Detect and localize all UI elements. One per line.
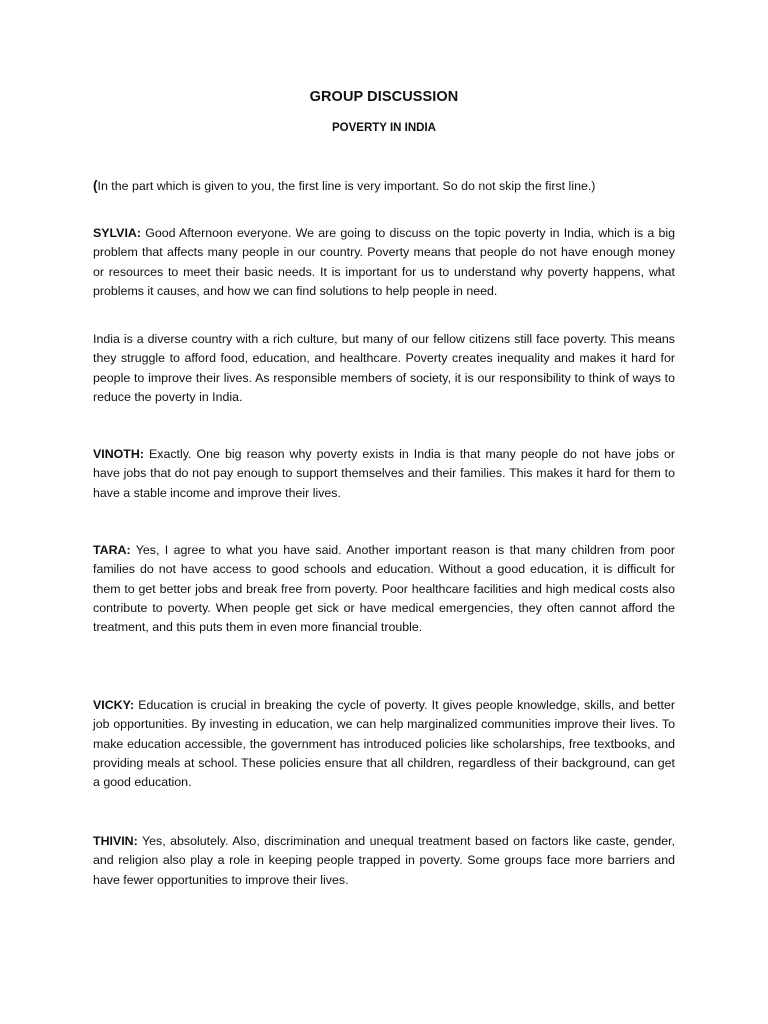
speaker-label: VINOTH: xyxy=(93,447,144,461)
paragraph-text: India is a diverse country with a rich culture, but many of our fellow citizens still face poverty. This means they struggle to afford food, education, and healthcare. Poverty creates inequality and makes it hard for people to improve their lives. As responsible members of society, it is our responsibility to think of ways to reduce the poverty in India. xyxy=(93,332,675,404)
paragraph-vinoth xyxy=(93,445,675,503)
paragraph-vicky xyxy=(93,696,675,792)
instruction-note xyxy=(93,178,675,193)
paragraph-text: Exactly. One big reason why poverty exists in India is that many people do not have jobs or have jobs that do not pay enough to support themselves and their families. This makes it hard for them to have a stable income and improve their lives. xyxy=(93,447,675,500)
document-title: GROUP DISCUSSION xyxy=(309,89,459,105)
paragraph-text: Yes, I agree to what you have said. Another important reason is that many children from poor families do not have access to good schools and education. Without a good education, it is difficult for them to get better jobs and break free from poverty. Poor healthcare facilities and high medical costs also contribute to poverty. When people get sick or have medical emergencies, they often cannot afford the treatment, and this puts them in even more financial trouble. xyxy=(93,543,675,635)
paragraph-sylvia-continued xyxy=(93,330,675,407)
paragraph-text: Yes, absolutely. Also, discrimination and unequal treatment based on factors like caste, gender, and religion also play a role in keeping people trapped in poverty. Some groups face more barriers and have fewer opportunities to improve their lives. xyxy=(93,834,675,887)
paragraph-thivin xyxy=(93,832,675,890)
note-text: In the part which is given to you, the first line is very important. So do not skip the first line.) xyxy=(97,179,596,193)
paragraph-text: Education is crucial in breaking the cycle of poverty. It gives people knowledge, skills, and better job opportunities. By investing in education, we can help marginalized communities improve their lives. To make education accessible, the government has introduced policies like scholarships, free textbooks, and providing meals at school. These policies ensure that all children, regardless of their background, can get a good education. xyxy=(93,698,675,790)
note-open-paren: ( xyxy=(93,178,98,193)
paragraph-tara xyxy=(93,541,675,637)
speaker-label: VICKY: xyxy=(93,698,135,712)
paragraph-sylvia xyxy=(93,224,675,301)
speaker-label: TARA: xyxy=(93,543,131,557)
paragraph-text: Good Afternoon everyone. We are going to discuss on the topic poverty in India, which is a big problem that affects many people in our country. Poverty means that people do not have enough money or resources to meet their basic needs. It is important for us to understand why poverty happens, what problems it causes, and how we can find solutions to help people in need. xyxy=(93,226,675,298)
document-subtitle: POVERTY IN INDIA xyxy=(332,122,436,134)
speaker-label: SYLVIA: xyxy=(93,226,141,240)
speaker-label: THIVIN: xyxy=(93,834,138,848)
